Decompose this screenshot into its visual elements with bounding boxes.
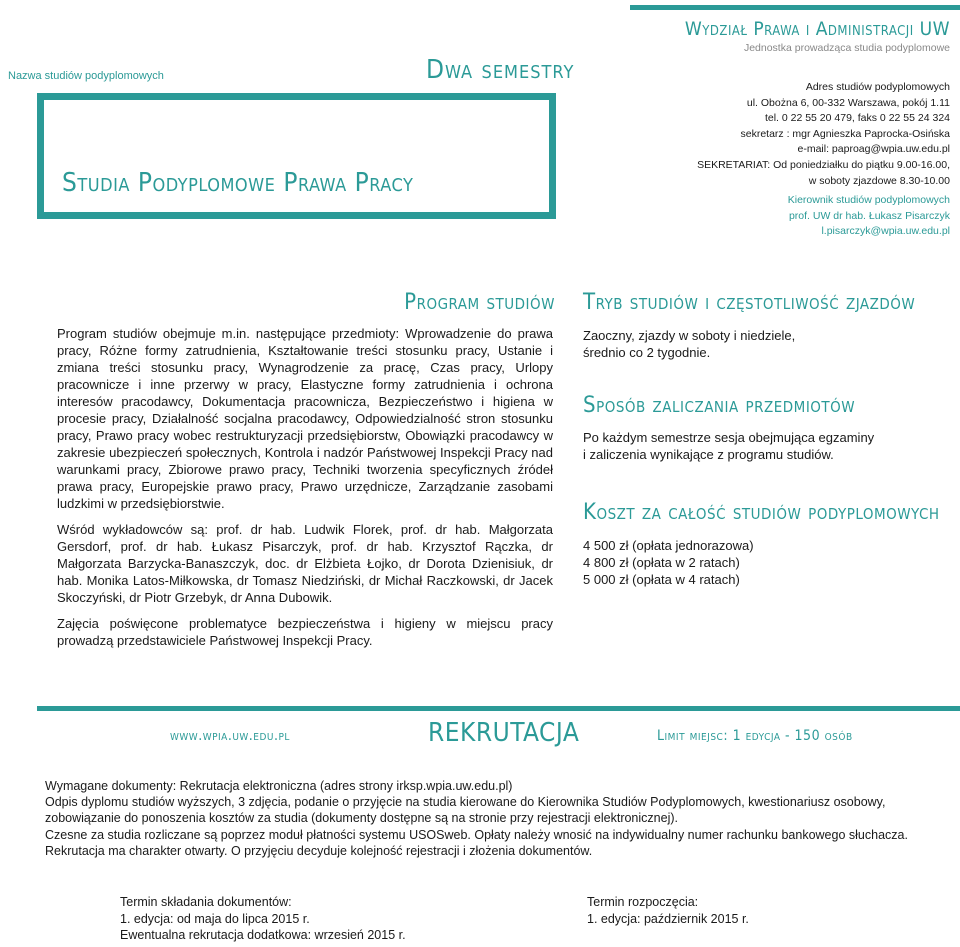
faculty-name: Wydział Prawa i Administracji UW xyxy=(684,18,950,40)
cost-text xyxy=(583,537,943,588)
program-heading: Program studiów xyxy=(404,290,555,315)
submission-extra: Ewentualna rekrutacja dodatkowa: wrzesień 2015 r. xyxy=(120,928,406,942)
submission-date: 1. edycja: od maja do lipca 2015 r. xyxy=(120,911,310,926)
top-accent-bar xyxy=(630,5,960,10)
head-email[interactable]: l.pisarczyk@wpia.uw.edu.pl xyxy=(821,225,950,238)
recruitment-heading: REKRUTACJA xyxy=(428,718,580,748)
grading-line-1: Po każdym semestrze sesja obejmująca egzaminy xyxy=(583,430,875,445)
study-name-label: Nazwa studiów podyplomowych xyxy=(8,70,164,82)
contact-hours-2: w soboty zjazdowe 8.30-10.00 xyxy=(808,174,950,187)
contact-block xyxy=(697,80,950,189)
documents-line-3: Czesne za studia rozliczane są poprzez moduł płatności systemu USOSweb. Opłaty należy wnosić na indywidualny numer rachunku bankowego słuchacza. Rekrutacja ma charakter otwarty. O przyjęciu decyduje kolejność rejestracji i złożenia dokumentów. xyxy=(45,827,908,858)
cost-line-3: 5 000 zł (opłata w 4 ratach) xyxy=(583,572,740,587)
contact-secretary: sekretarz : mgr Agnieszka Paprocka-Osińska xyxy=(740,127,950,140)
cost-line-1: 4 500 zł (opłata jednorazowa) xyxy=(583,538,754,553)
head-label: Kierownik studiów podyplomowych xyxy=(787,194,950,206)
documents-line-2: Odpis dyplomu studiów wyższych, 3 zdjęcia, podanie o przyjęcie na studia kierowane do Kierownika Studiów Podyplomowych, kwestionariusz osobowy, zobowiązanie do ponoszenia kosztów za studia (dokumenty dostępne są na stronie przy rejestracji elektronicznej). xyxy=(45,795,886,826)
start-date: 1. edycja: październik 2015 r. xyxy=(587,911,749,926)
start-date-block xyxy=(587,894,749,927)
bottom-accent-line xyxy=(37,706,960,711)
mode-line-1: Zaoczny, zjazdy w soboty i niedziele, xyxy=(583,328,796,343)
mode-line-2: średnio co 2 tygodnie. xyxy=(583,345,711,360)
limit-label: Limit miejsc: 1 edycja - 150 osób xyxy=(657,728,853,744)
submission-label: Termin składania dokumentów: xyxy=(120,895,292,909)
start-label: Termin rozpoczęcia: xyxy=(587,895,699,909)
title-box xyxy=(37,93,556,219)
contact-phone: tel. 0 22 55 20 479, faks 0 22 55 24 324 xyxy=(764,112,950,125)
contact-address: ul. Obożna 6, 00-332 Warszawa, pokój 1.11 xyxy=(746,96,950,109)
documents-line-1: Wymagane dokumenty: Rekrutacja elektroniczna (adres strony irksp.wpia.uw.edu.pl) xyxy=(45,779,513,793)
head-block xyxy=(788,193,950,240)
submission-deadline xyxy=(120,894,406,944)
page-title: Studia Podyplomowe Prawa Pracy xyxy=(62,168,414,198)
mode-heading: Tryb studiów i częstotliwość zjazdów xyxy=(583,290,916,315)
program-paragraph-3: Zajęcia poświęcone problematyce bezpieczeństwa i higieny w miejscu pracy prowadzą przedstawiciele Państwowej Inspekcji Pracy. xyxy=(57,616,553,648)
website-link[interactable]: www.wpia.uw.edu.pl xyxy=(170,728,290,744)
grading-heading: Sposób zaliczania przedmiotów xyxy=(583,393,856,418)
cost-line-2: 4 800 zł (opłata w 2 ratach) xyxy=(583,555,740,570)
contact-email[interactable]: e-mail: paproag@wpia.uw.edu.pl xyxy=(797,143,950,156)
program-paragraph-2: Wśród wykładowców są: prof. dr hab. Ludwik Florek, prof. dr hab. Małgorzata Gersdorf, prof. dr hab. Łukasz Pisarczyk, prof. dr hab. Krzysztof Rączka, dr Małgorzata Barzycka-Banaszczyk, doc. dr Elżbieta Łojko, dr Dorota Dzienisiuk, dr hab. Monika Latos-Miłkowska, dr Tomasz Niedziński, dr Michał Raczkowski, dr Jacek Skoczyński, dr Piotr Grzebyk, dr Anna Dubowik. xyxy=(57,522,553,605)
contact-hours-1: SEKRETARIAT: Od poniedziałku do piątku 9.00-16.00, xyxy=(697,158,950,171)
cost-heading: Koszt za całość studiów podyplomowych xyxy=(583,500,940,525)
program-paragraph-1: Program studiów obejmuje m.in. następujące przedmioty: Wprowadzenie do prawa pracy, Różne formy zatrudnienia, Kształtowanie treści stosunku pracy, Ustanie i zmiana treści stosunku pracy, Wynagrodzenie za pracę, Czas pracy, Urlopy pracownicze i inne przerwy w pracy, Elastyczne formy zatrudnienia i ochrona interesów pracodawcy, Dokumentacja pracownicza, Bezpieczeństwo i higiena w procesie pracy, Działalność socjalna pracodawcy, Odpowiedzialność stron stosunku pracy, Prawo pracy wobec restrukturyzacji przedsiębiorstw, Obowiązki pracodawcy w zakresie ubezpieczeń społecznych, Kontrola i nadzór Państwowej Inspekcji Pracy nad warunkami pracy, Zbiorowe prawo pracy, Techniki tworzenia specyficznych źródeł prawa pracy, Europejskie prawo pracy, Prawo urzędnicze, Zarządzanie zasobami ludzkimi w przedsiębiorstwie. xyxy=(57,326,553,511)
head-name: prof. UW dr hab. Łukasz Pisarczyk xyxy=(788,209,950,222)
mode-text xyxy=(583,327,943,361)
contact-label: Adres studiów podyplomowych xyxy=(805,81,950,93)
grading-text xyxy=(583,429,943,463)
grading-line-2: i zaliczenia wynikające z programu studiów. xyxy=(583,447,834,462)
program-text xyxy=(57,325,553,658)
documents-text xyxy=(45,778,945,859)
faculty-subtitle: Jednostka prowadząca studia podyplomowe xyxy=(743,42,950,54)
duration-label: Dwa semestry xyxy=(426,55,575,85)
